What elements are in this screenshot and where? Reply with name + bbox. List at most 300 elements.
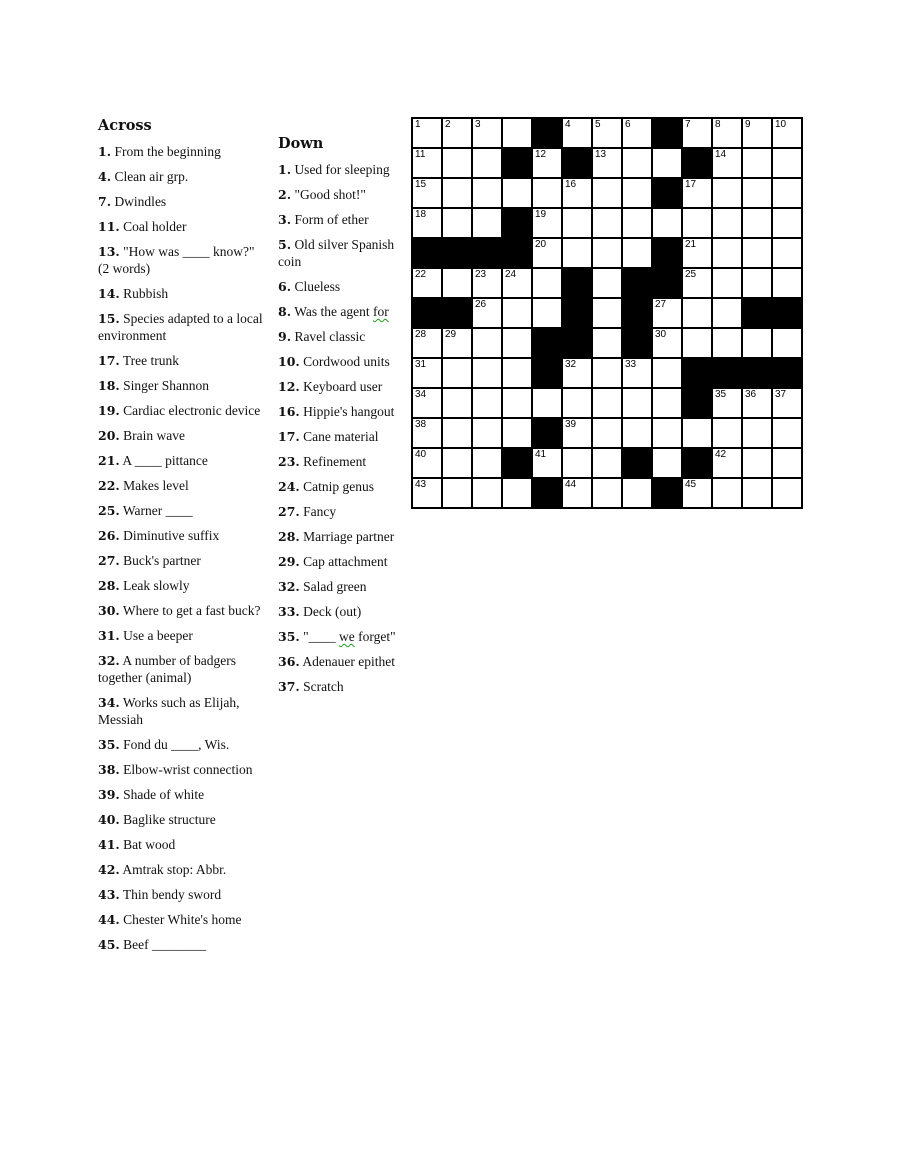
clue-text: Works such as Elijah, Messiah xyxy=(98,695,240,727)
clue-text: Salad green xyxy=(303,579,367,594)
clue-text: Brain wave xyxy=(123,428,185,443)
across-clue-44 xyxy=(98,911,268,928)
grid-cell[interactable] xyxy=(772,118,802,148)
grid-cell[interactable] xyxy=(472,208,502,238)
grid-cell[interactable] xyxy=(442,358,472,388)
across-heading: Across xyxy=(98,117,152,134)
grid-cell[interactable] xyxy=(712,388,742,418)
grid-cell[interactable] xyxy=(532,208,562,238)
clue-number: 34. xyxy=(98,695,120,710)
grid-cell-black xyxy=(502,448,532,478)
grid-cell[interactable] xyxy=(652,448,682,478)
down-heading: Down xyxy=(278,135,324,152)
clue-text: Clean air grp. xyxy=(114,169,189,184)
grid-cell[interactable] xyxy=(592,418,622,448)
cell-number: 6 xyxy=(625,119,631,130)
cell-number: 40 xyxy=(415,449,427,460)
grid-cell[interactable] xyxy=(622,118,652,148)
grid-cell-black xyxy=(442,238,472,268)
clue-text: Buck's partner xyxy=(123,553,201,568)
clue-number: 1. xyxy=(278,162,292,177)
clue-text: "____ xyxy=(303,629,340,644)
grid-cell[interactable] xyxy=(622,238,652,268)
grid-cell[interactable] xyxy=(622,478,652,508)
down-clue-29 xyxy=(278,553,408,570)
cell-number: 12 xyxy=(535,149,547,160)
down-clue-33 xyxy=(278,603,408,620)
grid-cell[interactable] xyxy=(592,268,622,298)
grid-cell[interactable] xyxy=(772,268,802,298)
grid-cell[interactable] xyxy=(532,178,562,208)
grid-cell[interactable] xyxy=(772,448,802,478)
spellcheck-flagged-word[interactable]: for xyxy=(372,304,389,319)
across-clue-32 xyxy=(98,652,268,686)
clue-text: Cardiac electronic device xyxy=(123,403,261,418)
grid-cell[interactable] xyxy=(592,208,622,238)
cell-number: 39 xyxy=(565,419,577,430)
clue-text: Elbow-wrist connection xyxy=(123,762,253,777)
grid-cell[interactable] xyxy=(592,238,622,268)
grid-cell[interactable] xyxy=(652,148,682,178)
down-clue-1 xyxy=(278,161,408,178)
clue-text: Baglike structure xyxy=(123,812,216,827)
across-clue-40 xyxy=(98,811,268,828)
down-clue-5 xyxy=(278,236,408,270)
grid-cell[interactable] xyxy=(742,238,772,268)
grid-cell[interactable] xyxy=(472,148,502,178)
clue-number: 35. xyxy=(98,737,120,752)
grid-cell[interactable] xyxy=(562,208,592,238)
grid-cell[interactable] xyxy=(442,448,472,478)
grid-cell[interactable] xyxy=(412,478,442,508)
grid-cell[interactable] xyxy=(502,418,532,448)
clue-number: 31. xyxy=(98,628,120,643)
clue-text: Bat wood xyxy=(123,837,176,852)
grid-cell[interactable] xyxy=(412,448,442,478)
clue-text: Coal holder xyxy=(123,219,187,234)
grid-cell[interactable] xyxy=(442,388,472,418)
grid-cell[interactable] xyxy=(442,418,472,448)
clue-text: Fancy xyxy=(303,504,337,519)
grid-cell[interactable] xyxy=(442,148,472,178)
clue-text: From the beginning xyxy=(114,144,221,159)
grid-cell[interactable] xyxy=(532,238,562,268)
clue-text: Deck (out) xyxy=(303,604,362,619)
grid-cell-black xyxy=(532,478,562,508)
grid-cell[interactable] xyxy=(712,238,742,268)
clue-number: 39. xyxy=(98,787,120,802)
clue-number: 2. xyxy=(278,187,292,202)
grid-cell[interactable] xyxy=(712,268,742,298)
clue-number: 6. xyxy=(278,279,292,294)
grid-cell-black xyxy=(562,328,592,358)
grid-cell[interactable] xyxy=(502,178,532,208)
grid-cell[interactable] xyxy=(532,268,562,298)
across-clue-30 xyxy=(98,602,268,619)
grid-cell[interactable] xyxy=(562,238,592,268)
clue-number: 19. xyxy=(98,403,120,418)
cell-number: 20 xyxy=(535,239,547,250)
grid-cell[interactable] xyxy=(652,388,682,418)
grid-cell[interactable] xyxy=(742,268,772,298)
cell-number: 9 xyxy=(745,119,751,130)
grid-cell[interactable] xyxy=(712,118,742,148)
down-clue-9 xyxy=(278,328,408,345)
grid-cell[interactable] xyxy=(772,208,802,238)
grid-cell[interactable] xyxy=(622,418,652,448)
grid-cell[interactable] xyxy=(652,208,682,238)
grid-cell-black xyxy=(652,178,682,208)
grid-cell[interactable] xyxy=(682,208,712,238)
grid-cell[interactable] xyxy=(442,118,472,148)
grid-cell[interactable] xyxy=(712,448,742,478)
grid-cell[interactable] xyxy=(772,478,802,508)
cell-number: 32 xyxy=(565,359,577,370)
down-clue-12 xyxy=(278,378,408,395)
down-clue-10 xyxy=(278,353,408,370)
across-clue-19 xyxy=(98,402,268,419)
cell-number: 8 xyxy=(715,119,721,130)
cell-number: 3 xyxy=(475,119,481,130)
clue-number: 24. xyxy=(278,479,300,494)
grid-cell[interactable] xyxy=(682,178,712,208)
grid-cell[interactable] xyxy=(712,328,742,358)
grid-cell[interactable] xyxy=(502,388,532,418)
grid-cell[interactable] xyxy=(592,388,622,418)
grid-cell[interactable] xyxy=(622,178,652,208)
grid-cell[interactable] xyxy=(682,418,712,448)
grid-cell[interactable] xyxy=(712,178,742,208)
clue-text: Hippie's hangout xyxy=(303,404,395,419)
across-clues xyxy=(98,117,268,961)
grid-cell[interactable] xyxy=(412,178,442,208)
grid-cell[interactable] xyxy=(532,388,562,418)
cell-number: 14 xyxy=(715,149,727,160)
down-clue-36 xyxy=(278,653,408,670)
grid-cell[interactable] xyxy=(532,298,562,328)
grid-cell[interactable] xyxy=(472,298,502,328)
grid-cell[interactable] xyxy=(652,358,682,388)
grid-cell[interactable] xyxy=(472,118,502,148)
clue-text: Leak slowly xyxy=(123,578,190,593)
grid-cell-black xyxy=(502,238,532,268)
across-clue-15 xyxy=(98,310,268,344)
across-clue-1 xyxy=(98,143,268,160)
across-clue-18 xyxy=(98,377,268,394)
across-clue-25 xyxy=(98,502,268,519)
grid-cell[interactable] xyxy=(412,208,442,238)
clue-text: Old silver Spanish coin xyxy=(278,237,395,269)
clue-number: 10. xyxy=(278,354,300,369)
grid-cell[interactable] xyxy=(562,448,592,478)
grid-cell-black xyxy=(562,298,592,328)
grid-cell[interactable] xyxy=(412,148,442,178)
clue-text: Diminutive suffix xyxy=(123,528,220,543)
cell-number: 23 xyxy=(475,269,487,280)
grid-cell-black xyxy=(622,448,652,478)
grid-cell[interactable] xyxy=(562,388,592,418)
grid-cell[interactable] xyxy=(742,178,772,208)
grid-cell[interactable] xyxy=(532,448,562,478)
grid-cell-black xyxy=(682,358,712,388)
grid-cell[interactable] xyxy=(562,118,592,148)
grid-cell[interactable] xyxy=(502,328,532,358)
grid-cell[interactable] xyxy=(412,328,442,358)
grid-cell[interactable] xyxy=(472,178,502,208)
spellcheck-flagged-word[interactable]: we xyxy=(339,629,355,644)
grid-cell[interactable] xyxy=(562,178,592,208)
grid-cell[interactable] xyxy=(592,148,622,178)
grid-cell-black xyxy=(532,118,562,148)
across-clue-list xyxy=(98,143,268,953)
grid-cell[interactable] xyxy=(472,268,502,298)
down-clue-8 xyxy=(278,303,408,320)
clue-number: 8. xyxy=(278,304,292,319)
grid-cell[interactable] xyxy=(472,448,502,478)
grid-cell[interactable] xyxy=(682,268,712,298)
grid-cell[interactable] xyxy=(412,268,442,298)
cell-number: 4 xyxy=(565,119,571,130)
grid-cell[interactable] xyxy=(412,418,442,448)
across-clue-42 xyxy=(98,861,268,878)
across-clue-28 xyxy=(98,577,268,594)
clue-number: 28. xyxy=(278,529,300,544)
grid-cell[interactable] xyxy=(742,328,772,358)
grid-cell[interactable] xyxy=(592,478,622,508)
grid-cell-black xyxy=(442,298,472,328)
grid-cell[interactable] xyxy=(742,388,772,418)
clue-text: Used for sleeping xyxy=(294,162,390,177)
cell-number: 25 xyxy=(685,269,697,280)
clue-number: 23. xyxy=(278,454,300,469)
grid-cell[interactable] xyxy=(772,238,802,268)
grid-cell[interactable] xyxy=(502,358,532,388)
clue-number: 36. xyxy=(278,654,300,669)
grid-cell[interactable] xyxy=(712,298,742,328)
grid-cell[interactable] xyxy=(442,208,472,238)
grid-cell[interactable] xyxy=(442,478,472,508)
clue-text: Rubbish xyxy=(123,286,169,301)
cell-number: 34 xyxy=(415,389,427,400)
across-clue-4 xyxy=(98,168,268,185)
clue-number: 26. xyxy=(98,528,120,543)
grid-cell[interactable] xyxy=(412,118,442,148)
clue-text: Fond du ____, Wis. xyxy=(123,737,230,752)
cell-number: 22 xyxy=(415,269,427,280)
clue-number: 20. xyxy=(98,428,120,443)
grid-cell[interactable] xyxy=(742,148,772,178)
cell-number: 44 xyxy=(565,479,577,490)
grid-cell-black xyxy=(622,298,652,328)
clue-text: Cane material xyxy=(303,429,379,444)
grid-cell[interactable] xyxy=(622,388,652,418)
grid-cell[interactable] xyxy=(592,358,622,388)
grid-cell[interactable] xyxy=(682,328,712,358)
grid-cell[interactable] xyxy=(622,358,652,388)
cell-number: 27 xyxy=(655,299,667,310)
grid-cell[interactable] xyxy=(472,388,502,418)
clue-text: Ravel classic xyxy=(294,329,366,344)
grid-cell[interactable] xyxy=(592,328,622,358)
cell-number: 41 xyxy=(535,449,547,460)
clue-text: Scratch xyxy=(303,679,344,694)
clue-text: Cap attachment xyxy=(303,554,388,569)
cell-number: 33 xyxy=(625,359,637,370)
grid-cell[interactable] xyxy=(712,208,742,238)
clue-text: Keyboard user xyxy=(303,379,383,394)
clue-number: 38. xyxy=(98,762,120,777)
clue-text: Thin bendy sword xyxy=(122,887,222,902)
cell-number: 29 xyxy=(445,329,457,340)
grid-cell[interactable] xyxy=(772,328,802,358)
grid-cell[interactable] xyxy=(472,478,502,508)
grid-cell[interactable] xyxy=(652,328,682,358)
clue-number: 1. xyxy=(98,144,112,159)
grid-cell[interactable] xyxy=(472,358,502,388)
clue-number: 13. xyxy=(98,244,120,259)
across-clue-17 xyxy=(98,352,268,369)
clue-number: 29. xyxy=(278,554,300,569)
grid-cell[interactable] xyxy=(622,148,652,178)
clue-text: Cordwood units xyxy=(303,354,390,369)
grid-cell[interactable] xyxy=(472,418,502,448)
clue-number: 7. xyxy=(98,194,112,209)
across-clue-31 xyxy=(98,627,268,644)
grid-cell[interactable] xyxy=(592,118,622,148)
clue-text: Marriage partner xyxy=(303,529,395,544)
grid-cell[interactable] xyxy=(532,148,562,178)
cell-number: 15 xyxy=(415,179,427,190)
across-clue-11 xyxy=(98,218,268,235)
grid-cell-black xyxy=(712,358,742,388)
grid-cell[interactable] xyxy=(742,208,772,238)
clue-number: 21. xyxy=(98,453,120,468)
clue-number: 43. xyxy=(98,887,120,902)
grid-cell-black xyxy=(532,328,562,358)
grid-cell[interactable] xyxy=(772,388,802,418)
grid-cell[interactable] xyxy=(682,298,712,328)
grid-cell[interactable] xyxy=(772,148,802,178)
grid-cell[interactable] xyxy=(682,118,712,148)
down-clue-32 xyxy=(278,578,408,595)
grid-cell[interactable] xyxy=(442,178,472,208)
clue-text: "How was ____ know?" (2 words) xyxy=(98,244,255,276)
grid-cell[interactable] xyxy=(562,358,592,388)
cell-number: 28 xyxy=(415,329,427,340)
clue-number: 17. xyxy=(278,429,300,444)
cell-number: 10 xyxy=(775,119,787,130)
across-clue-14 xyxy=(98,285,268,302)
grid-cell[interactable] xyxy=(742,418,772,448)
clue-text: "Good shot!" xyxy=(294,187,366,202)
grid-cell[interactable] xyxy=(562,418,592,448)
grid-cell-black xyxy=(682,148,712,178)
grid-cell[interactable] xyxy=(622,208,652,238)
grid-cell[interactable] xyxy=(562,478,592,508)
cell-number: 36 xyxy=(745,389,757,400)
down-clue-2 xyxy=(278,186,408,203)
grid-cell[interactable] xyxy=(682,478,712,508)
across-clue-35 xyxy=(98,736,268,753)
grid-cell-black xyxy=(652,478,682,508)
clue-text: Clueless xyxy=(294,279,341,294)
grid-cell-black xyxy=(562,148,592,178)
grid-cell-black xyxy=(532,418,562,448)
grid-cell[interactable] xyxy=(442,328,472,358)
across-clue-7 xyxy=(98,193,268,210)
clue-number: 27. xyxy=(278,504,300,519)
grid-cell[interactable] xyxy=(712,478,742,508)
grid-cell[interactable] xyxy=(502,118,532,148)
across-clue-13 xyxy=(98,243,268,277)
grid-cell[interactable] xyxy=(442,268,472,298)
clue-number: 37. xyxy=(278,679,300,694)
grid-cell[interactable] xyxy=(502,268,532,298)
grid-cell-black xyxy=(742,298,772,328)
cell-number: 2 xyxy=(445,119,451,130)
cell-number: 30 xyxy=(655,329,667,340)
clue-number: 25. xyxy=(98,503,120,518)
clue-number: 17. xyxy=(98,353,120,368)
clue-number: 45. xyxy=(98,937,120,952)
down-clue-16 xyxy=(278,403,408,420)
grid-cell[interactable] xyxy=(652,418,682,448)
cell-number: 17 xyxy=(685,179,697,190)
cell-number: 11 xyxy=(415,149,426,160)
grid-cell-black xyxy=(652,238,682,268)
grid-cell[interactable] xyxy=(712,418,742,448)
grid-cell[interactable] xyxy=(682,238,712,268)
clue-text: Species adapted to a local environment xyxy=(98,311,263,343)
down-clue-3 xyxy=(278,211,408,228)
across-clue-21 xyxy=(98,452,268,469)
grid-cell[interactable] xyxy=(772,178,802,208)
grid-cell[interactable] xyxy=(502,478,532,508)
clue-number: 18. xyxy=(98,378,120,393)
grid-cell-black xyxy=(412,298,442,328)
clue-text: Shade of white xyxy=(123,787,205,802)
grid-cell[interactable] xyxy=(592,448,622,478)
grid-cell[interactable] xyxy=(742,478,772,508)
down-clue-28 xyxy=(278,528,408,545)
across-clue-22 xyxy=(98,477,268,494)
grid-cell[interactable] xyxy=(712,148,742,178)
grid-cell[interactable] xyxy=(772,418,802,448)
grid-cell[interactable] xyxy=(742,448,772,478)
clue-number: 15. xyxy=(98,311,120,326)
grid-cell[interactable] xyxy=(592,298,622,328)
clue-number: 40. xyxy=(98,812,120,827)
down-clue-23 xyxy=(278,453,408,470)
grid-cell[interactable] xyxy=(412,358,442,388)
grid-cell[interactable] xyxy=(652,298,682,328)
grid-cell[interactable] xyxy=(592,178,622,208)
grid-cell[interactable] xyxy=(472,328,502,358)
grid-cell[interactable] xyxy=(502,298,532,328)
down-clue-24 xyxy=(278,478,408,495)
grid-cell-black xyxy=(652,118,682,148)
clue-text: Makes level xyxy=(123,478,189,493)
down-clue-17 xyxy=(278,428,408,445)
clue-text: Amtrak stop: Abbr. xyxy=(122,862,227,877)
grid-cell[interactable] xyxy=(742,118,772,148)
grid-cell-black xyxy=(472,238,502,268)
cell-number: 24 xyxy=(505,269,517,280)
grid-cell-black xyxy=(412,238,442,268)
grid-cell[interactable] xyxy=(412,388,442,418)
grid-cell-black xyxy=(502,208,532,238)
clue-number: 16. xyxy=(278,404,300,419)
